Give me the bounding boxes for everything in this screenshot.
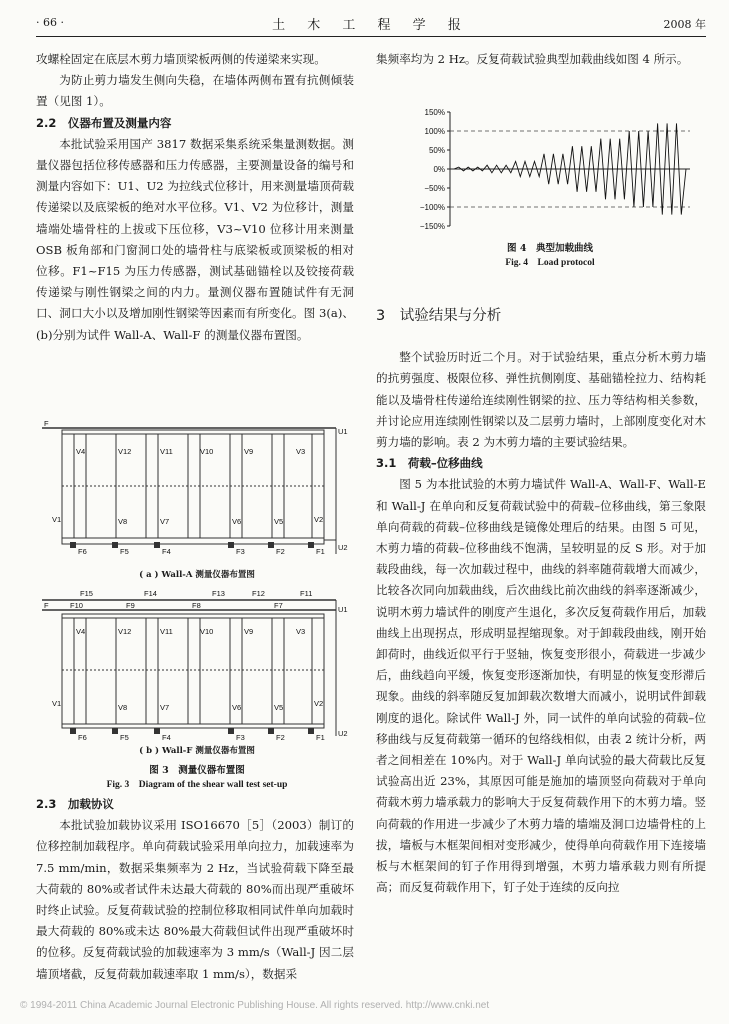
label-v7: V7 (160, 517, 170, 526)
header-rule (36, 36, 706, 37)
paragraph: 本批试验加载协议采用 ISO16670［5］（2003）制订的位移控制加载程序。单向荷载试验采用单向拉力，加载速率为 7.5 mm/min，数据采集频率为 2 Hz，当试验荷载下降至最大荷载的 80%或者试件未达最大荷载的 80%而出现严重破坏时终止试验。反复荷载试验的控制位移取相同试件单向加载时最大荷载的 80%或未达 80%最大荷载但试件出现严重破坏时的位移。反复荷载试验的加载速率为 3 mm/s（Wall-J 因二层墙顶堵截，反复荷载加载速率取 1 mm/s），数据采 (36, 818, 354, 981)
label-v2: V2 (314, 515, 324, 524)
section-heading-3-1: 3.1 荷载–位移曲线 (376, 456, 483, 471)
label-v6: V6 (232, 517, 242, 526)
left-column-top (36, 49, 354, 346)
y-tick-label: −100% (419, 203, 445, 212)
label-v11: V11 (160, 447, 173, 456)
label-v4-b: V4 (76, 627, 86, 636)
y-tick-label: −150% (419, 222, 445, 231)
label-f: F (44, 419, 49, 428)
label-f3-b: F3 (236, 733, 245, 742)
figure-4-caption-cn: 图 4 典型加载曲线 (507, 243, 593, 254)
label-v2-b: V2 (314, 699, 324, 708)
label-f9: F9 (126, 601, 135, 610)
label-v5-b: V5 (274, 703, 284, 712)
label-v4: V4 (76, 447, 86, 456)
label-u1-b: U1 (338, 605, 348, 614)
right-column-main (376, 306, 706, 898)
paragraph: 整个试验历时近二个月。对于试验结果，重点分析木剪力墙的抗剪强度、极限位移、弹性抗侧刚度、基础锚栓拉力、结构耗能以及墙骨柱传递给连续刚性钢梁的拉、压力等结构相关参数，并讨论应用连续刚性钢梁以及二层剪力墙时，上部刚度变化对木剪力墙的影响。表 2 为木剪力墙的主要试验结果。 (376, 350, 706, 450)
paragraph: 图 5 为本批试验的木剪力墙试件 Wall-A、Wall-F、Wall-E 和 Wall-J 在单向和反复荷载试验中的荷载–位移曲线，第三象限单向荷载的荷载–位移曲线是镜像处理后的结果。由图 5 可见，木剪力墙的荷载–位移曲线不饱满，呈较明显的反 S 形。对于加载段曲线，每一次加载过程中，曲线的斜率随荷载增大而减少，比较各次同向加载曲线，后次曲线比前次曲线的斜率逐渐减少，说明木剪力墙试件的刚度产生退化，多次反复荷载作用后，加载曲线上出现拐点，形成明显捏缩现象。对于卸载段曲线，刚开始卸荷时，曲线近似平行于竖轴，恢复变形很小，荷载进一步减少后，曲线趋向平缓，恢复变形逐渐加快，有明显的恢复变形滞后现象。曲线的斜率随反复加卸载次数增大而减小，说明试件卸载刚度的退化。除试件 Wall-J 外，同一试件的单向试验的荷载–位移曲线与反复荷载第一循环的包络线相似，由表 2 统计分析，两者之间相差在 10%内。对于 Wall-J 单向试验的最大荷载比反复试验高出近 23%，其原因可能是施加的墙顶竖向荷载对于单向荷载木剪力墙承载力的影响大于反复荷载作用下的木剪力墙。竖向荷载的作用进一步减少了木剪力墙的墙端及洞口边墙骨柱的上拔，墙板与木框架间相对变形减少，使得单向荷载作用下连接墙板与木框架间的钉子作用得到增强，木剪力墙承载力则有所提高；而反复荷载作用下，钉子处于连续的反向拉 (376, 477, 706, 895)
figure-4 (400, 104, 700, 276)
wall-f-diagram (40, 588, 354, 744)
paragraph: 本批试验采用国产 3817 数据采集系统采集量测数据。测量仪器包括位移传感器和压力传感器，主要测量设备的编号和测量内容如下：U1、U2 为拉线式位移计，用来测量墙顶荷载传递梁以及底梁板的绝对水平位移。V1、V2 为位移计，测量墙端处墙骨柱的上拔或下压位移，V3~V10 位移计用来测量 OSB 板角部和门窗洞口处的墙骨柱与底梁板或顶梁板的相对位移。F1~F15 为压力传感器，测试基础锚栓以及铰接荷载传递梁与刚性钢梁之间的内力。量测仪器布置随试件有无洞口、洞口大小以及增加刚性钢梁等因素而有所变化。图 3(a)、(b)分别为试件 Wall-A、Wall-F 的测量仪器布置图。 (36, 136, 354, 342)
label-u2: U2 (338, 543, 348, 552)
label-v12: V12 (118, 447, 132, 456)
label-v10: V10 (200, 447, 214, 456)
y-tick-label: 100% (424, 127, 445, 136)
label-f14: F14 (144, 589, 157, 598)
section-heading-3: 3 试验结果与分析 (376, 308, 502, 324)
section-heading-2-2: 2.2 仪器布置及测量内容 (36, 115, 172, 130)
y-tick-label: 50% (428, 146, 445, 155)
figure-3-caption-cn: 图 3 测量仪器布置图 (149, 765, 245, 776)
label-u2-b: U2 (338, 729, 348, 738)
label-v12-b: V12 (118, 627, 132, 636)
label-f5-b: F5 (120, 733, 129, 742)
figure-3-caption-en: Fig. 3 Diagram of the shear wall test set-up (106, 780, 288, 790)
label-f15: F15 (80, 589, 93, 598)
label-v8: V8 (118, 517, 128, 526)
journal-title: 土 木 工 程 学 报 (272, 18, 470, 33)
right-column-top (376, 49, 706, 70)
running-header (36, 14, 706, 34)
label-f7: F7 (274, 601, 283, 610)
paragraph: 为防止剪力墙发生侧向失稳，在墙体两侧布置有抗侧倾装置（见图 1）。 (36, 73, 354, 109)
label-f6-b: F6 (78, 733, 87, 742)
label-f11: F11 (300, 589, 313, 598)
label-f4: F4 (162, 547, 171, 556)
label-v3-b: V3 (296, 627, 306, 636)
label-f6: F6 (78, 547, 87, 556)
y-tick-label: 0% (433, 165, 445, 174)
paragraph: 集频率均为 2 Hz。反复荷载试验典型加载曲线如图 4 所示。 (376, 52, 689, 66)
label-v8-b: V8 (118, 703, 128, 712)
figure-3 (40, 418, 354, 790)
figure-3a-caption: ( a ) Wall-A 测量仪器布置图 (139, 570, 255, 580)
issue-year: 2008 年 (663, 18, 706, 31)
section-heading-2-3: 2.3 加载协议 (36, 797, 114, 811)
figure-4-caption-en: Fig. 4 Load protocol (505, 258, 595, 268)
label-f1: F1 (316, 547, 325, 556)
label-u1: U1 (338, 427, 348, 436)
label-f5: F5 (120, 547, 129, 556)
label-v7-b: V7 (160, 703, 170, 712)
label-v1: V1 (52, 515, 62, 524)
label-v9: V9 (244, 447, 254, 456)
label-f2: F2 (276, 547, 285, 556)
label-f13: F13 (212, 589, 225, 598)
label-f12: F12 (252, 589, 265, 598)
label-f2-b: F2 (276, 733, 285, 742)
load-protocol-chart (400, 104, 700, 236)
figure-3b-caption: ( b ) Wall-F 测量仪器布置图 (139, 746, 255, 756)
label-v11-b: V11 (160, 627, 173, 636)
label-v6-b: V6 (232, 703, 242, 712)
y-tick-label: −50% (424, 184, 445, 193)
label-v10-b: V10 (200, 627, 214, 636)
label-f1-b: F1 (316, 733, 325, 742)
label-v5: V5 (274, 517, 284, 526)
label-v1-b: V1 (52, 699, 62, 708)
page-number: · 66 · (36, 16, 64, 29)
label-f-b: F (44, 601, 49, 610)
label-f4-b: F4 (162, 733, 171, 742)
y-tick-label: 150% (424, 108, 445, 117)
copyright-watermark: © 1994-2011 China Academic Journal Electronic Publishing House. All rights reserved. http://www.cnki.net (20, 1000, 490, 1011)
label-f3: F3 (236, 547, 245, 556)
paragraph: 攻螺栓固定在底层木剪力墙顶梁板两侧的传递梁来实现。 (36, 52, 326, 66)
wall-a-diagram (40, 418, 354, 568)
label-v9-b: V9 (244, 627, 254, 636)
label-f10: F10 (70, 601, 83, 610)
left-column-bottom (36, 794, 354, 985)
label-f8: F8 (192, 601, 201, 610)
label-v3: V3 (296, 447, 306, 456)
